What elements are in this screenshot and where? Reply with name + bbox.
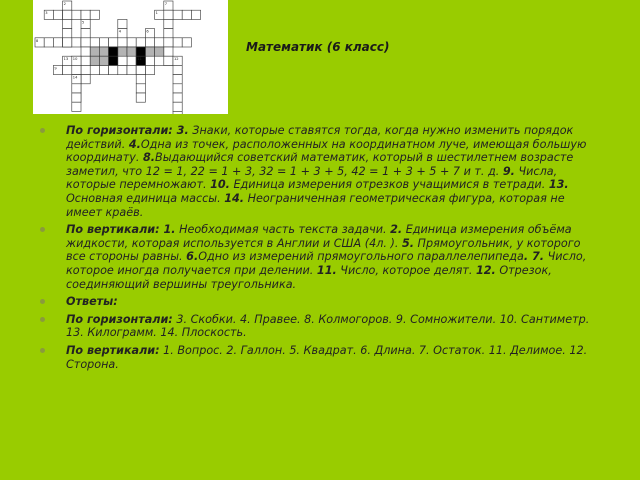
clue-label: 14.	[224, 191, 245, 205]
crossword-cell	[136, 84, 145, 93]
crossword-cell	[99, 38, 108, 47]
crossword-cell	[81, 47, 90, 56]
crossword-cell	[173, 65, 182, 74]
crossword-cell	[173, 38, 182, 47]
crossword-cell	[90, 10, 99, 19]
crossword-cell	[118, 56, 127, 65]
clue-label: 5.	[401, 236, 414, 250]
crossword-cell	[118, 47, 127, 56]
crossword-cell	[63, 10, 72, 19]
crossword-cell	[164, 47, 173, 56]
crossword-cell	[182, 10, 191, 19]
bullet-icon	[40, 227, 45, 232]
crossword-cell	[127, 47, 136, 56]
clue-label: 2.	[390, 223, 403, 237]
crossword-cell	[173, 93, 182, 102]
crossword-cell	[127, 56, 136, 65]
clue-label: 8.	[142, 151, 156, 165]
clue-text: Число, которое делят.	[336, 263, 476, 277]
clue-label: По вертикали:	[66, 343, 160, 357]
crossword-cell	[81, 29, 90, 38]
clue-item	[38, 344, 598, 371]
clue-item	[38, 313, 598, 340]
crossword-number: 6	[146, 29, 149, 34]
crossword-number: 7	[164, 2, 168, 6]
crossword-cell	[164, 29, 173, 38]
clue-text: Основная единица массы.	[66, 191, 225, 205]
crossword-cell	[145, 47, 154, 56]
crossword-cell	[90, 47, 99, 56]
crossword-number: 11	[137, 57, 142, 62]
crossword-cell	[53, 10, 62, 19]
crossword-cell	[155, 38, 164, 47]
clue-text: Неограниченная геометрическая фигура, которая не имеет краёв.	[66, 191, 565, 219]
crossword-cell	[145, 56, 154, 65]
crossword-cell	[173, 102, 182, 111]
clue-text: Единица измерения объёма жидкости, которая используется в Англии и США (4л. ).	[66, 223, 572, 250]
crossword-number: 1	[155, 11, 158, 16]
crossword-cell	[81, 56, 90, 65]
page-title: Математик (6 класс)	[246, 40, 390, 54]
crossword-number: 4	[118, 29, 122, 34]
crossword-cell	[136, 93, 145, 102]
clue-list	[38, 124, 598, 371]
crossword-cell	[72, 38, 81, 47]
clue-item	[38, 223, 598, 291]
crossword-number: 10	[72, 57, 78, 62]
clue-text: Одна из точек, расположенных на координатном луче, имеющая большую координату.	[66, 137, 587, 165]
crossword-cell	[164, 38, 173, 47]
crossword-cell	[164, 19, 173, 28]
crossword-cell	[109, 65, 118, 74]
bullet-icon	[40, 317, 45, 322]
clue-item	[38, 124, 598, 219]
crossword-cell	[63, 19, 72, 28]
clue-text: Число, которое иногда получается при делении.	[66, 250, 587, 277]
clue-label: 6.	[186, 250, 199, 264]
crossword-cell	[173, 84, 182, 93]
crossword-cell	[118, 38, 127, 47]
crossword-cell	[155, 47, 164, 56]
crossword-number: 9	[54, 66, 57, 71]
clue-text: Знаки, которые ставятся тогда, когда нужно изменить порядок действий.	[66, 124, 574, 151]
crossword-cell	[99, 65, 108, 74]
crossword-cell	[81, 38, 90, 47]
crossword-number: 8	[36, 38, 39, 43]
crossword-cell	[90, 38, 99, 47]
crossword-cell	[99, 47, 108, 56]
clue-label: По горизонтали:	[66, 312, 173, 326]
crossword-cell	[127, 65, 136, 74]
crossword-cell	[81, 10, 90, 19]
clue-text: 1. Вопрос. 2. Галлон. 5. Квадрат. 6. Длина. 7. Остаток. 11. Делимое. 12. Сторона.	[66, 343, 588, 371]
crossword-cell	[136, 47, 145, 56]
clue-text: Числа, которые перемножают.	[66, 164, 558, 192]
crossword-cell	[173, 111, 182, 114]
crossword-cell	[63, 38, 72, 47]
crossword-cell	[90, 65, 99, 74]
clue-label: 11.	[316, 263, 337, 277]
crossword-number: 13	[63, 57, 69, 62]
crossword-cell	[72, 65, 81, 74]
crossword-cell	[118, 19, 127, 28]
crossword-cell	[182, 38, 191, 47]
clue-label: . 7.	[523, 250, 545, 264]
crossword-cell	[136, 38, 145, 47]
crossword-cell	[173, 10, 182, 19]
crossword-cell	[136, 75, 145, 84]
crossword-cell	[164, 10, 173, 19]
crossword-cell	[53, 38, 62, 47]
clue-text: Отрезок, соединяющий вершины треугольника.	[66, 263, 552, 291]
crossword-cell	[81, 65, 90, 74]
crossword-cell	[109, 56, 118, 65]
crossword-cell	[44, 38, 53, 47]
crossword-cell	[145, 38, 154, 47]
clue-text: Прямоугольник, у которого все стороны равны.	[66, 236, 581, 264]
crossword-cell	[72, 84, 81, 93]
clue-item	[38, 295, 598, 309]
clue-label: 13.	[548, 178, 569, 192]
clue-label: По вертикали: 1.	[66, 223, 176, 237]
crossword-cell	[109, 38, 118, 47]
crossword-cell	[109, 47, 118, 56]
crossword-number: 12	[174, 57, 179, 62]
clue-label: 10.	[210, 178, 230, 192]
crossword-cell	[191, 10, 200, 19]
crossword-cell	[99, 56, 108, 65]
crossword-cell	[127, 38, 136, 47]
crossword-cell	[90, 56, 99, 65]
clue-text: 3. Скобки. 4. Правее. 8. Колмогоров. 9. Сомножители. 10. Сантиметр. 13. Килограмм. 14. Плоскость.	[66, 312, 590, 340]
crossword-cell	[155, 56, 164, 65]
bullet-icon	[40, 299, 45, 304]
clue-label: Ответы:	[66, 295, 118, 309]
clue-label: 12.	[475, 263, 496, 277]
crossword-cell	[118, 65, 127, 74]
crossword-number: 2	[63, 2, 66, 6]
crossword-cell	[136, 65, 145, 74]
clue-text: Единица измерения отрезков учащимися в тетради.	[229, 178, 549, 192]
clue-text: Выдающийся советский математик, который в шестилетнем возрасте заметил, что 12 = 1, 22 = 1 + 3, 32 = 1 + 3 + 5, 42 = 1 + 3 + 5 + 7 и т. д.	[66, 151, 574, 178]
crossword-grid-image	[33, 0, 228, 114]
crossword-cell	[145, 65, 154, 74]
crossword-number: 3	[45, 11, 48, 16]
clues-content	[38, 124, 598, 375]
crossword-cell	[63, 29, 72, 38]
clue-label: 4.	[128, 137, 141, 151]
crossword-number: 14	[72, 75, 78, 80]
clue-text: Необходимая часть текста задачи.	[175, 223, 391, 237]
crossword-cell	[173, 75, 182, 84]
crossword-cell	[63, 65, 72, 74]
crossword-cell	[81, 75, 90, 84]
crossword-cell	[164, 56, 173, 65]
crossword-number: 5	[82, 20, 85, 25]
bullet-icon	[40, 348, 45, 353]
clue-text: Одно из измерений прямоугольного параллелепипеда	[198, 250, 524, 264]
crossword-cell	[72, 10, 81, 19]
clue-label: По горизонтали: 3.	[66, 124, 189, 137]
bullet-icon	[40, 128, 45, 133]
clue-label: 9.	[502, 164, 515, 178]
crossword-cell	[72, 102, 81, 111]
crossword-cell	[72, 93, 81, 102]
